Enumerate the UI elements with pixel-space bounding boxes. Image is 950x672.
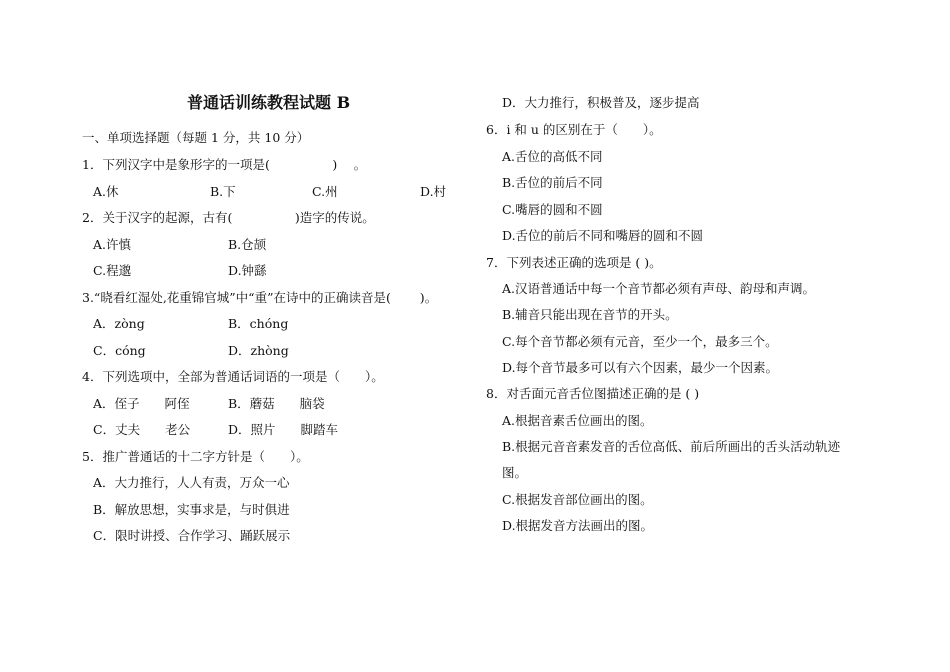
q6-option-a: A.舌位的高低不同 <box>502 149 603 164</box>
q7-option-b: B.辅音只能出现在音节的开头。 <box>502 307 678 322</box>
q4-option-a: A．侄子 阿侄 <box>93 396 190 411</box>
q5-option-a: A．大力推行，人人有责，万众一心 <box>93 475 290 490</box>
section-heading: 一、单项选择题（每题 1 分，共 10 分） <box>82 130 310 145</box>
q3-option-d: D．zhòng <box>228 343 289 358</box>
q1-option-d: D.村 <box>420 184 447 199</box>
question-6-stem: 6．i 和 u 的区别在于（ ）。 <box>486 122 662 137</box>
q5-option-c: C．限时讲授、合作学习、踊跃展示 <box>93 528 291 543</box>
q4-option-c: C．丈夫 老公 <box>93 422 191 437</box>
q5-option-b: B．解放思想，实事求是，与时俱进 <box>93 502 290 517</box>
q6-option-d: D.舌位的前后不同和嘴唇的圆和不圆 <box>502 228 704 243</box>
q1-option-a: A.休 <box>93 184 119 199</box>
question-5-stem: 5．推广普通话的十二字方针是（ ）。 <box>82 449 309 464</box>
q6-option-c: C.嘴唇的圆和不圆 <box>502 202 603 217</box>
q2-option-a: A.许慎 <box>93 237 132 252</box>
question-3-stem: 3.“晓看红湿处,花重锦官城”中“重”在诗中的正确读音是( )。 <box>82 290 438 305</box>
q1-option-b: B.下 <box>210 184 236 199</box>
q3-option-b: B．chóng <box>228 316 289 331</box>
q2-option-c: C.程邈 <box>93 263 132 278</box>
q7-option-a: A.汉语普通话中每一个音节都必须有声母、韵母和声调。 <box>502 281 816 296</box>
q2-option-d: D.钟繇 <box>228 263 267 278</box>
page-title: 普通话训练教程试题 B <box>187 93 351 112</box>
question-7-stem: 7．下列表述正确的选项是 ( )。 <box>486 255 662 270</box>
q8-option-d: D.根据发音方法画出的图。 <box>502 518 654 533</box>
q8-option-b: B.根据元音音素发音的舌位高低、前后所画出的舌头活动轨迹 <box>502 439 841 454</box>
q4-option-b: B．蘑菇 脑袋 <box>228 396 325 411</box>
question-1-stem: 1．下列汉字中是象形字的一项是( ) 。 <box>82 157 367 172</box>
question-8-stem: 8．对舌面元音舌位图描述正确的是 ( ) <box>486 386 700 401</box>
q8-option-c: C.根据发音部位画出的图。 <box>502 492 653 507</box>
q8-option-b-continued: 图。 <box>502 465 528 480</box>
question-4-stem: 4．下列选项中，全部为普通话词语的一项是（ ）。 <box>82 369 384 384</box>
q6-option-b: B.舌位的前后不同 <box>502 175 603 190</box>
q8-option-a: A.根据音素舌位画出的图。 <box>502 413 653 428</box>
q1-option-c: C.州 <box>312 184 338 199</box>
q3-option-c: C．cóng <box>93 343 146 358</box>
q4-option-d: D．照片 脚踏车 <box>228 422 339 437</box>
q7-option-c: C.每个音节都必须有元音，至少一个，最多三个。 <box>502 334 778 349</box>
q3-option-a: A．zòng <box>93 316 145 331</box>
q5-option-d: D．大力推行，积极普及，逐步提高 <box>502 95 700 110</box>
q2-option-b: B.仓颉 <box>228 237 267 252</box>
q7-option-d: D.每个音节最多可以有六个因素，最少一个因素。 <box>502 360 779 375</box>
question-2-stem: 2．关于汉字的起源，古有( )造字的传说。 <box>82 210 375 225</box>
